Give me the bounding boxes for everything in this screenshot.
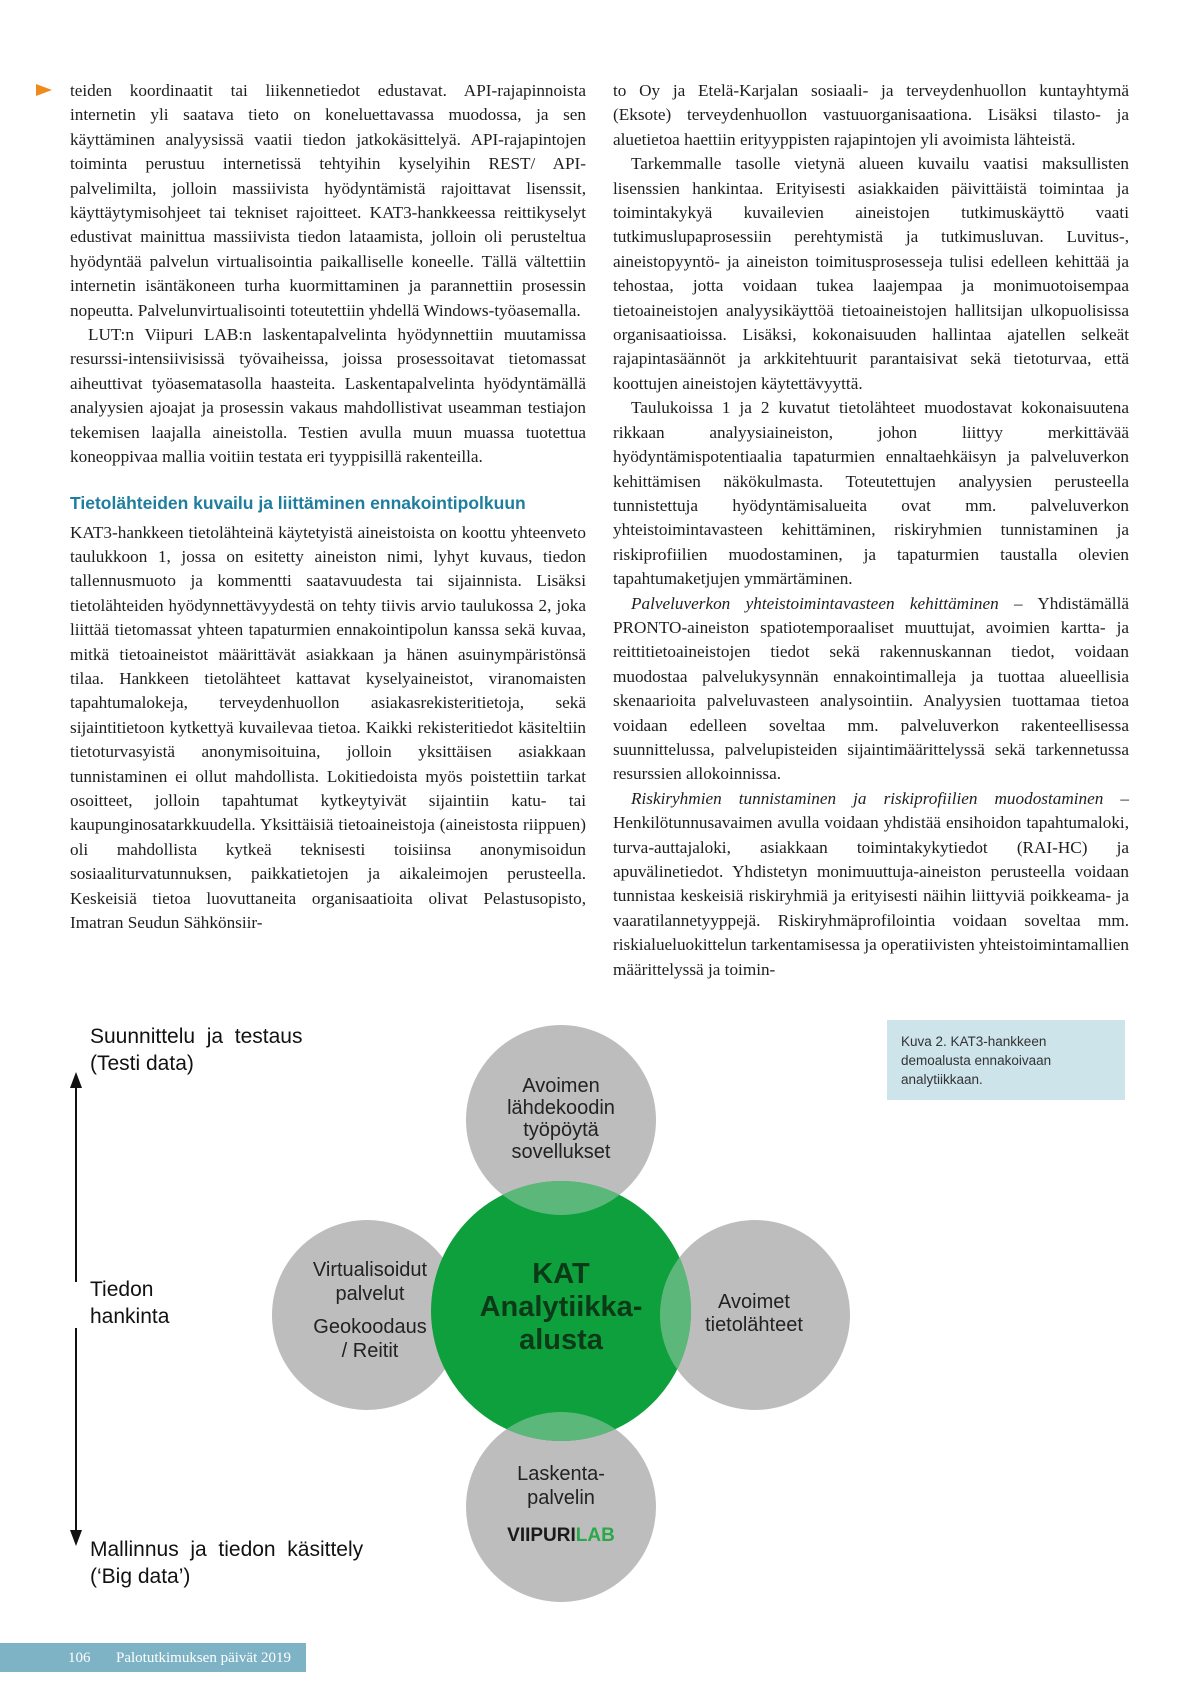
bottom-circle-line2: palvelin — [527, 1487, 595, 1509]
orange-arrow-marker — [36, 84, 52, 96]
arrow-up-icon — [70, 1072, 82, 1088]
left-text-column — [70, 79, 586, 935]
axis-label-bottom-line1: Mallinnus ja tiedon käsittely — [90, 1538, 364, 1561]
right-circle-line2: tietolähteet — [705, 1314, 803, 1336]
paragraph: Tarkemmalle tasolle vietynä alueen kuvailu vaatisi maksullisten lisenssien hankintaa. Erityisesti asiakkaiden päivittäistä toimintaa ja toimintakykyä kuvailevien aineistojen tutkimuskäyttö vaati tutkimuslupaprosessiin perehtymistä ja tutkimusluvan. Luvitus-, aineistopyyntö- ja aineiston toimitusprosesseja tulisi edelleen kehittää ja tehostaa, jotta voidaan tukea laajempaa ja monimuotoisempaa tietoaineistojen analyysikäyttöä tietoaineistojen hallitsijan ulkopuolisissa organisaatioissa. Lisäksi, kokonaisuuden hallintaa ajatellen selkeät rajapintasäännöt ja arkkitehtuurit parantaisivat sekä tietoturvaa, että koottujen aineistojen käytettävyyttä. — [613, 154, 1129, 393]
page-number: 106 — [68, 1650, 91, 1666]
publication-title: Palotutkimuksen päivät 2019 — [116, 1650, 291, 1666]
center-label-line3: alusta — [519, 1324, 603, 1356]
paragraph: LUT:n Viipuri LAB:n laskentapalvelinta hyödynnettiin muutamissa resurssi-intensiivisissä työvaiheissa, joissa prosessoitavat tietomassat aiheuttivat työasematasolla haasteita. Laskentapalvelinta hyödyntämällä analyysien ajoajat ja prosessin vakaus mahdollistivat useamman testiajon tekemisen laajalla aineistolla. Testien avulla muun muassa tuotettua koneoppivaa mallia voitiin testata eri tyyppisillä rakenteilla. — [70, 325, 586, 467]
top-circle-line2: lähdekoodin — [507, 1097, 615, 1119]
axis-label-middle-line1: Tiedon — [90, 1278, 154, 1301]
bottom-circle-line1: Laskenta- — [517, 1463, 605, 1485]
paragraph: Taulukoissa 1 ja 2 kuvatut tietolähteet muodostavat kokonaisuutena rikkaan analyysiaineiston, johon liittyy merkittävää hyödyntämispotentiaalia tapaturmien ennaltaehkäisyn ja palveluverkon kehittämisen näkökulmasta. Toteutettujen analyysien perusteella tunnistettuja hyödyntämisalueita ovat mm. palveluverkon yhteistoimintavasteen kehittäminen, riskiryhmien tunnistaminen ja riskiprofiilien muodostaminen, ja tapaturmien taustalla olevien tapahtumaketjujen ymmärtäminen. — [613, 398, 1129, 589]
paragraph: teiden koordinaatit tai liikennetiedot edustavat. API-rajapinnoista internetin yli saatava tieto on koneluettavassa muodossa, ja sen käyttäminen analyysissä vaatii tiedon jatkokäsittelyä. API-rajapintojen toiminta perustuu internetissä tehtyihin kyselyihin REST/ API-palvelimilta, jolloin massiivista hyödyntämistä rajoittavat lisenssit, käyttäytymisohjeet tai tekniset rajoitteet. KAT3-hankkeessa reittikyselyt edustivat mainittua massiivista tiedon lataamista, jolloin oli perusteltua hyödyntää palvelun virtualisointia paikalliselle koneelle. Tällä vältettiin internetin isäntäkoneen turha kuormittaminen ja parannettiin prosessin nopeutta. Palvelunvirtualisointi toteutettiin yhdellä Windows-työasemalla. — [70, 81, 586, 320]
arrow-down-icon — [70, 1530, 82, 1546]
paragraph: KAT3-hankkeen tietolähteinä käytetyistä aineistoista on koottu yhteenveto taulukkoon 1, jossa on esitetty aineiston nimi, lyhyt kuvaus, tiedon tallennusmuoto ja kommentti saatavuudesta tai sijainnista. Lisäksi tietolähteiden hyödynnettävyydestä on tehty tiivis arvio taulukossa 2, joka liittää tietomassat yhteen tapaturmien ennakointipolun kanssa sekä kuvaa, mitkä tietoaineistot määrittävät asiakkaan ja hänen asuinympäristönsä tilaa. Hankkeen tietolähteet kattavat kyselyaineistot, viranomaisten tapahtumalokeja, terveydenhuollon asiakasrekisteritietoja, sekä sijaintitietoon kytkettyä kuvailevaa tietoa. Kaikki rekisteritiedot käsiteltiin tietoturvasyistä anonymisoituina, jolloin yksittäisen asiakkaan tunnistaminen ei ollut mahdollista. Lokitiedoista myös poistettiin tarkat osoitteet, jolloin tapahtumat kytkeytyivät sijaintiin katu- tai kaupunginosatarkkuudella. Yksittäisiä tietoaineistoja (aineistosta riippuen) oli mahdollista kytkeä teknisesti toisiinsa anonymisoidun sosiaaliturvatunnuksen, paikkatietojen ja aikaleimojen perusteella. Keskeisiä tietoa luovuttaneita organisaatioita olivat Pelastusopisto, Imatran Seudun Sähkönsiir- — [70, 522, 586, 932]
center-label-line1: KAT — [532, 1258, 590, 1290]
diagram-svg — [0, 1010, 1198, 1610]
center-label-line2: Analytiikka- — [479, 1291, 643, 1323]
viipurilab-logo — [507, 1525, 615, 1546]
left-circle-line4: / Reitit — [341, 1340, 399, 1362]
paragraph-lead-italic: Palveluverkon yhteistoimintavasteen kehittäminen — [631, 593, 999, 613]
axis-label-bottom — [90, 1536, 363, 1590]
paragraph — [613, 787, 1129, 982]
top-circle-line1: Avoimen — [522, 1075, 600, 1097]
axis-label-middle — [90, 1276, 169, 1330]
axis-label-top — [90, 1023, 302, 1077]
section-heading: Tietolähteiden kuvailu ja liittäminen ennakointipolkuun — [70, 492, 526, 513]
right-text-column — [613, 79, 1129, 982]
top-circle-line3: työpöytä — [523, 1119, 599, 1141]
paragraph — [613, 592, 1129, 787]
left-circle-line1: Virtualisoidut — [312, 1259, 428, 1281]
paragraph-lead-italic: Riskiryhmien tunnistaminen ja riskiprofiilien muodostaminen — [631, 788, 1104, 808]
right-circle-line1: Avoimet — [718, 1291, 790, 1313]
figure-caption: Kuva 2. KAT3-hankkeen demoalusta ennakoivaan analytiikkaan. — [887, 1020, 1125, 1100]
axis-label-top-line1: Suunnittelu ja testaus — [90, 1025, 303, 1048]
axis-label-middle-line2: hankinta — [90, 1305, 170, 1328]
left-circle-line3: Geokoodaus — [313, 1316, 427, 1338]
paragraph: to Oy ja Etelä-Karjalan sosiaali- ja terveydenhuollon kuntayhtymä (Eksote) terveydenhuollon vastuuorganisaationa. Lisäksi tilasto- ja aluetietoa haettiin erityyppisten rajapintojen yli avoimista lähteistä. — [613, 81, 1129, 149]
axis-label-top-line2: (Testi data) — [90, 1052, 194, 1075]
logo-part-lab: LAB — [575, 1525, 615, 1546]
figure-diagram — [0, 1010, 1198, 1610]
logo-part-viipuri: VIIPURI — [507, 1525, 576, 1546]
axis-label-bottom-line2: (‘Big data’) — [90, 1565, 191, 1588]
paragraph-body: – Henkilötunnusavaimen avulla voidaan yhdistää ensihoidon tapahtumaloki, turva-auttajaloki, asiakkaan toimintakykytiedot (RAI-HC) ja apuvälinetiedot. Yhdistetyn monimuuttuja-aineiston perusteella voidaan tunnistaa keskeisiä riskiryhmiä ja erityisesti näihin liittyviä poikkeama- ja vaaratilannetyyppejä. Riskiryhmäprofilointia voidaan soveltaa mm. riskialueluokittelun tarkentamisessa ja operatiivisten yhteistoimintamallien määrittelyssä ja toimin- — [613, 788, 1129, 979]
left-circle-line2: palvelut — [335, 1283, 405, 1305]
top-circle-line4: sovellukset — [511, 1141, 611, 1163]
paragraph-body: – Yhdistämällä PRONTO-aineiston spatiotemporaaliset muuttujat, avoimien kartta- ja reittitietoaineistojen tiedot sekä rakennuskannan tiedot, voidaan muodostaa palvelukysynnän ennakointimalleja ja tuottaa alueellisia skenaarioita palveluvasteen analysointiin. Analyysien tuottamaa tietoa voidaan edelleen soveltaa mm. palveluverkon rakenteellisessa suunnittelussa, palvelupisteiden sijaintimäärittelyssä sekä tarkennetussa resurssien allokoinnissa. — [613, 593, 1129, 784]
